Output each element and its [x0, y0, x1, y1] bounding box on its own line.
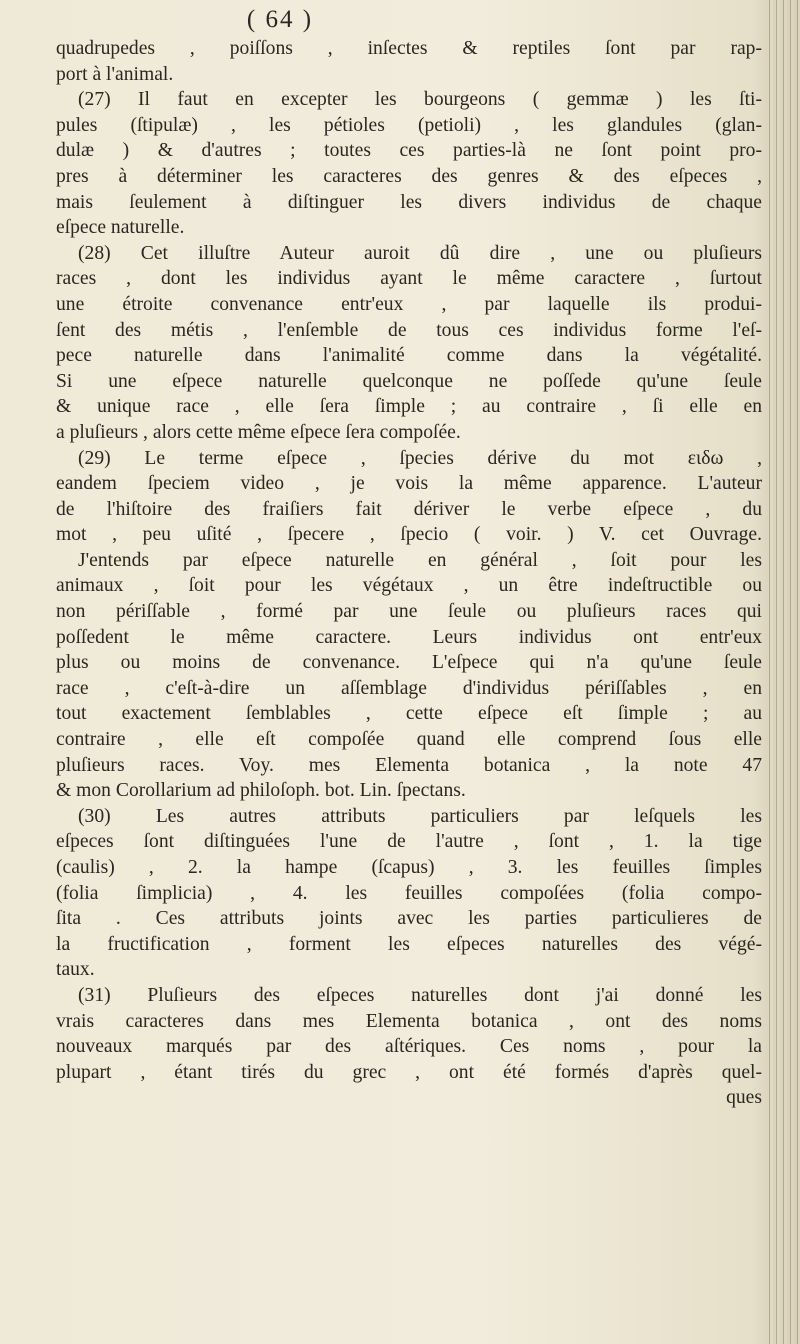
- text-line: eſpece naturelle.: [56, 217, 185, 239]
- text-line: race , c'eſt-à-dire un aſſemblage d'individus périſſables , en: [56, 677, 762, 699]
- text-line: mais ſeulement à diſtinguer les divers individus de chaque: [56, 191, 762, 213]
- text-line: ques: [726, 1087, 762, 1109]
- page-edge: [766, 0, 800, 1344]
- text-line: animaux , ſoit pour les végétaux , un être indeſtructible ou: [56, 575, 762, 597]
- text-line: une étroite convenance entr'eux , par laquelle ils produi-: [56, 293, 762, 315]
- text-line: taux.: [56, 959, 95, 981]
- text-line: (folia ſimplicia) , 4. les feuilles compoſées (folia compo-: [56, 882, 762, 904]
- text-line: Si une eſpece naturelle quelconque ne poſſede qu'une ſeule: [56, 370, 762, 392]
- text-line: races , dont les individus ayant le même caractere , ſurtout: [56, 268, 762, 290]
- body-text: [56, 36, 762, 1111]
- text-line: poſſedent le même caractere. Leurs individus ont entr'eux: [56, 626, 762, 648]
- text-line: (caulis) , 2. la hampe (ſcapus) , 3. les feuilles ſimples: [56, 857, 762, 878]
- text-line: quadrupedes , poiſſons , inſectes & reptiles ſont par rap-: [56, 38, 762, 59]
- text-line: (31) Pluſieurs des eſpeces naturelles dont j'ai donné les: [78, 984, 762, 1006]
- text-line: pluſieurs races. Voy. mes Elementa botanica , la note 47: [56, 754, 762, 776]
- text-line: (29) Le terme eſpece , ſpecies dérive du mot ειδω ,: [78, 447, 762, 469]
- text-line: nouveaux marqués par des aſtériques. Ces noms , pour la: [56, 1036, 762, 1058]
- text-line: J'entends par eſpece naturelle en général , ſoit pour les: [78, 549, 762, 571]
- text-line: port à l'animal.: [56, 63, 174, 85]
- text-line: (28) Cet illuſtre Auteur auroit dû dire , une ou pluſieurs: [78, 242, 762, 264]
- text-line: la fructification , forment les eſpeces naturelles des végé-: [56, 933, 762, 955]
- text-line: non périſſable , formé par une ſeule ou pluſieurs races qui: [56, 601, 762, 623]
- text-line: contraire , elle eſt compoſée quand elle comprend ſous elle: [56, 729, 762, 751]
- text-line: & mon Corollarium ad philoſoph. bot. Lin. ſpectans.: [56, 780, 466, 802]
- text-line: plupart , étant tirés du grec , ont été formés d'après quel-: [56, 1061, 762, 1083]
- page-number: ( 64 ): [246, 6, 314, 33]
- text-line: (27) Il faut en excepter les bourgeons ( gemmæ ) les ſti-: [78, 89, 762, 111]
- text-line: eandem ſpeciem video , je vois la même apparence. L'auteur: [56, 473, 762, 495]
- text-line: ſita . Ces attributs joints avec les parties particulieres de: [56, 908, 762, 930]
- text-line: plus ou moins de convenance. L'eſpece qui n'a qu'une ſeule: [56, 652, 762, 674]
- text-line: a pluſieurs , alors cette même eſpece ſera compoſée.: [56, 421, 461, 443]
- text-line: dulæ ) & d'autres ; toutes ces parties-là ne ſont point pro-: [56, 140, 762, 162]
- text-line: ſent des métis , l'enſemble de tous ces individus forme l'eſ-: [56, 319, 762, 341]
- text-line: pres à déterminer les caracteres des genres & des eſpeces ,: [56, 165, 762, 187]
- text-line: pules (ſtipulæ) , les pétioles (petioli) , les glandules (glan-: [56, 114, 762, 136]
- text-line: mot , peu uſité , ſpecere , ſpecio ( voir. ) V. cet Ouvrage.: [56, 524, 762, 546]
- text-line: & unique race , elle ſera ſimple ; au contraire , ſi elle en: [56, 396, 762, 418]
- text-line: vrais caracteres dans mes Elementa botanica , ont des noms: [56, 1010, 762, 1032]
- text-line: (30) Les autres attributs particuliers par leſquels les: [78, 805, 762, 827]
- text-line: eſpeces ſont diſtinguées l'une de l'autre , ſont , 1. la tige: [56, 831, 762, 853]
- text-line: tout exactement ſemblables , cette eſpece eſt ſimple ; au: [56, 703, 762, 725]
- text-line: pece naturelle dans l'animalité comme dans la végétalité.: [56, 345, 762, 367]
- text-line: de l'hiſtoire des fraiſiers fait dériver le verbe eſpece , du: [56, 498, 762, 520]
